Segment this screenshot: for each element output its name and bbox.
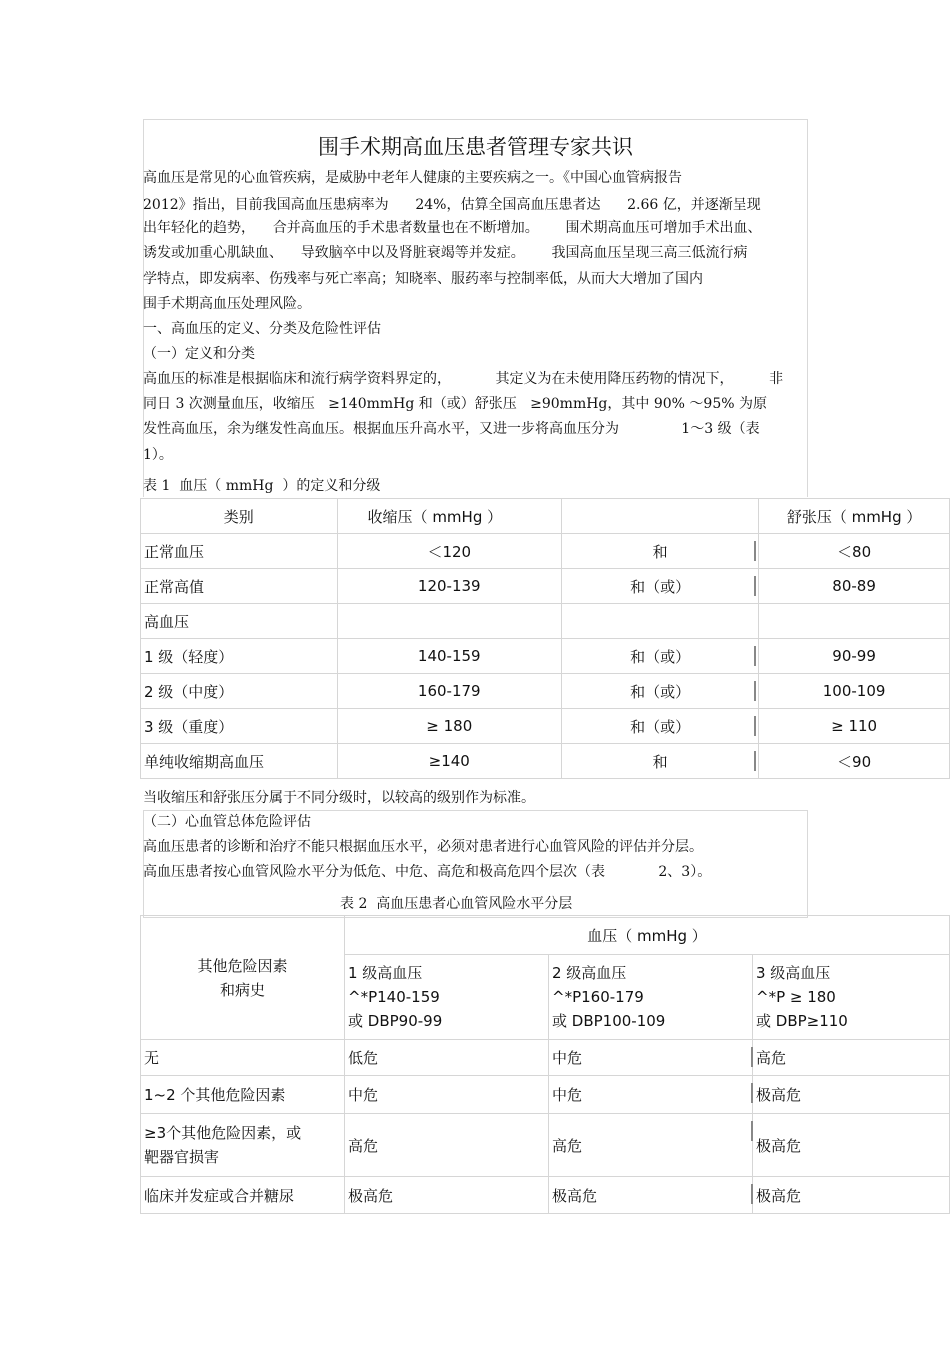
table-cell: 160-179	[337, 674, 561, 709]
table-cell: 90-99	[759, 639, 950, 674]
page-title: 围手术期高血压患者管理专家共识	[318, 135, 633, 159]
table-cell-text: 极高危	[756, 1136, 802, 1155]
intro-line: 高血压是常见的心血管疾病，是威胁中老年人健康的主要疾病之一。《中国心血管病报告	[143, 170, 682, 186]
table-cell: 正常血压	[141, 534, 338, 569]
table-cell	[561, 744, 758, 779]
table-cell-text: 和	[652, 752, 668, 771]
definition-line: 发性高血压，余为继发性高血压。根据血压升高水平，又进一步将高血压分为 1～3 级（表	[143, 421, 760, 437]
table-header-cell: 舒张压（ mmHg ）	[759, 499, 950, 534]
table-header-row	[141, 499, 950, 534]
table-cell	[561, 569, 758, 604]
table1-caption: 表 1 血压（ mmHg ）的定义和分级	[143, 478, 381, 494]
grade-sbp: ^*P140-159	[348, 988, 440, 1006]
table-cell	[561, 639, 758, 674]
table-cell: 100-109	[759, 674, 950, 709]
grade-name: 1 级高血压	[348, 964, 423, 982]
table-cell: 单纯收缩期高血压	[141, 744, 338, 779]
table-cell: 极高危	[549, 1177, 753, 1214]
bp-header-cell: 血压（ mmHg ）	[345, 916, 950, 955]
divider	[751, 1184, 753, 1204]
section-heading: 一、高血压的定义、分类及危险性评估	[143, 321, 381, 337]
table-row	[141, 639, 950, 674]
table-cell-text: 极高危	[756, 1186, 802, 1205]
table2-caption: 表 2 高血压患者心血管风险水平分层	[340, 896, 573, 912]
table-cell: 中危	[345, 1076, 549, 1114]
divider	[751, 1083, 753, 1103]
table-cell-line: 靶器官损害	[144, 1148, 220, 1166]
table-cell	[753, 1040, 950, 1076]
divider	[754, 576, 756, 596]
table-cell: 高危	[549, 1114, 753, 1177]
table-row	[141, 604, 950, 639]
grade-sbp: ^*P160-179	[552, 988, 644, 1006]
intro-line: 出年轻化的趋势， 合并高血压的手术患者数量也在不断增加。 围术期高血压可增加手术出血、	[143, 220, 762, 236]
table-cell	[753, 1114, 950, 1177]
table-cell	[759, 604, 950, 639]
grade-dbp: 或 DBP≥110	[756, 1012, 848, 1030]
grade-header-cell	[753, 955, 950, 1040]
table-cell: ＜120	[337, 534, 561, 569]
subsection-heading: （一）定义和分类	[143, 346, 255, 362]
definition-line: 高血压的标准是根据临床和流行病学资料界定的， 其定义为在未使用降压药物的情况下， 非	[143, 371, 784, 387]
table-header-row	[141, 916, 950, 955]
grade-dbp: 或 DBP100-109	[552, 1012, 666, 1030]
table-row	[141, 569, 950, 604]
table-header-cell: 收缩压（ mmHg ）	[337, 499, 561, 534]
table-row	[141, 1040, 950, 1076]
grade-sbp: ^*P ≥ 180	[756, 988, 836, 1006]
table-cell-text: 和	[652, 542, 668, 561]
table-cell-text: 和（或）	[630, 682, 691, 701]
risk-text-line: 高血压患者按心血管风险水平分为低危、中危、高危和极高危四个层次（表 2、3）。	[143, 864, 712, 880]
divider	[754, 646, 756, 666]
table-row	[141, 1177, 950, 1214]
table-row	[141, 744, 950, 779]
row-header-line: 和病史	[219, 980, 265, 999]
table-cell: ≥ 110	[759, 709, 950, 744]
table-cell	[561, 604, 758, 639]
intro-line: 学特点，即发病率、伤残率与死亡率高；知晓率、服药率与控制率低，从而大大增加了国内	[143, 271, 703, 287]
table-row	[141, 534, 950, 569]
table-cell	[141, 1114, 345, 1177]
table-row	[141, 1114, 950, 1177]
table-cell: 140-159	[337, 639, 561, 674]
divider	[754, 751, 756, 771]
table-cell: 2 级（中度）	[141, 674, 338, 709]
table-cell: 高血压	[141, 604, 338, 639]
table-cell	[753, 1177, 950, 1214]
table-cell	[561, 534, 758, 569]
grade-name: 3 级高血压	[756, 964, 831, 982]
table-cell	[337, 604, 561, 639]
table-cell: 3 级（重度）	[141, 709, 338, 744]
table-row	[141, 709, 950, 744]
table-cell	[561, 674, 758, 709]
table-cell: 120-139	[337, 569, 561, 604]
row-header-line: 其他危险因素	[197, 956, 288, 975]
definition-line: 1）。	[143, 447, 173, 463]
subsection-heading: （二）心血管总体危险评估	[143, 814, 311, 830]
grade-dbp: 或 DBP90-99	[348, 1012, 443, 1030]
table-cell: 中危	[549, 1040, 753, 1076]
divider	[754, 716, 756, 736]
table-cell-line: ≥3个其他危险因素，或	[144, 1124, 302, 1142]
table-cell: 高危	[345, 1114, 549, 1177]
intro-line: 围手术期高血压处理风险。	[143, 296, 311, 312]
grade-header-cell	[549, 955, 753, 1040]
table-header-cell	[561, 499, 758, 534]
table-cell-text: 极高危	[756, 1086, 802, 1104]
table-cell: 临床并发症或合并糖尿	[141, 1177, 345, 1214]
table-cell	[753, 1076, 950, 1114]
table1-note: 当收缩压和舒张压分属于不同分级时，以较高的级别作为标准。	[143, 790, 535, 806]
divider	[754, 541, 756, 561]
divider	[751, 1047, 753, 1067]
table-cell: ≥140	[337, 744, 561, 779]
table-cell: 极高危	[345, 1177, 549, 1214]
table-cell: 80-89	[759, 569, 950, 604]
intro-line: 诱发或加重心肌缺血、 导致脑卒中以及肾脏衰竭等并发症。 我国高血压呈现三高三低流行病	[143, 245, 748, 261]
table-cell: ＜90	[759, 744, 950, 779]
grade-name: 2 级高血压	[552, 964, 627, 982]
intro-line: 2012》指出，目前我国高血压患病率为 24%，估算全国高血压患者达 2.66 亿，并逐渐呈现	[143, 197, 761, 213]
table-cell-text: 和（或）	[630, 577, 691, 596]
table-cell-text: 和（或）	[630, 647, 691, 666]
table-cell: 1 级（轻度）	[141, 639, 338, 674]
table-cell	[561, 709, 758, 744]
table-row	[141, 674, 950, 709]
row-header-cell	[141, 916, 345, 1040]
risk-text-line: 高血压患者的诊断和治疗不能只根据血压水平，必须对患者进行心血管风险的评估并分层。	[143, 839, 703, 855]
table-cell: 低危	[345, 1040, 549, 1076]
bp-classification-table	[140, 498, 950, 779]
table-cell-text: 和（或）	[630, 717, 691, 736]
table-cell: 1~2 个其他危险因素	[141, 1076, 345, 1114]
table-cell: ＜80	[759, 534, 950, 569]
divider	[751, 1121, 753, 1141]
risk-stratification-table	[140, 915, 950, 1214]
divider	[754, 681, 756, 701]
table-header-cell: 类别	[141, 499, 338, 534]
table-cell-text: 高危	[756, 1049, 787, 1067]
table-cell: 无	[141, 1040, 345, 1076]
table-row	[141, 1076, 950, 1114]
table-cell: 正常高值	[141, 569, 338, 604]
definition-line: 同日 3 次测量血压，收缩压 ≥140mmHg 和（或）舒张压 ≥90mmHg，其中 90% ～95% 为原	[143, 396, 767, 412]
table-cell: 中危	[549, 1076, 753, 1114]
grade-header-cell	[345, 955, 549, 1040]
table-cell: ≥ 180	[337, 709, 561, 744]
